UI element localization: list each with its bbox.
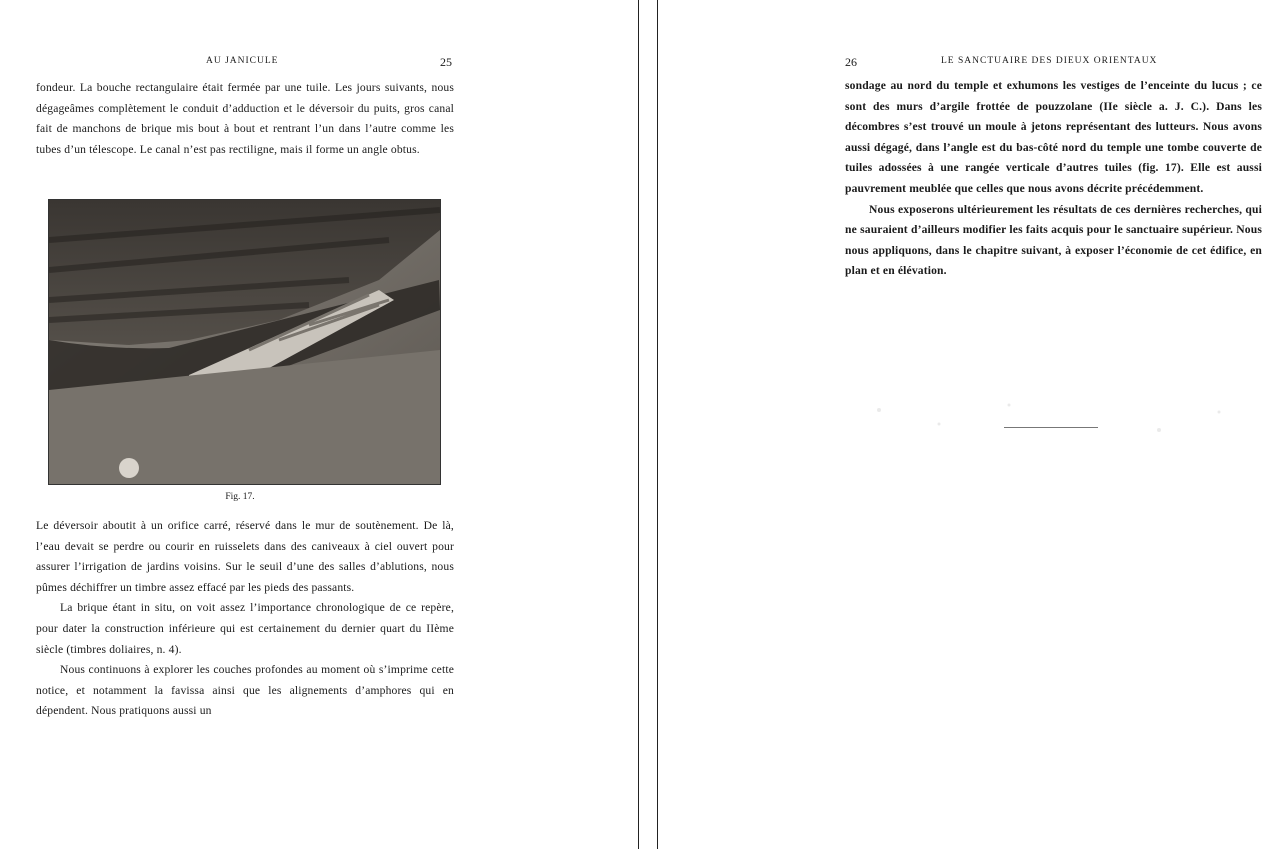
paragraph: La brique étant in situ, on voit assez l’importance chronologique de ce repère, pour dater la construction inférieure qui est certainement du dernier quart du IIème siècle (timbres doliaires, n. 4). (36, 601, 454, 656)
page-edge-line (638, 0, 639, 849)
print-speckle (859, 390, 1259, 450)
figure-caption: Fig. 17. (225, 492, 255, 502)
left-top-text (36, 78, 454, 160)
right-running-head: LE SANCTUAIRE DES DIEUX ORIENTAUX (941, 56, 1158, 66)
right-text (845, 76, 1262, 282)
excavation-photo (48, 199, 441, 485)
right-page (659, 0, 1271, 849)
paragraph: Le déversoir aboutit à un orifice carré, réservé dans le mur de soutènement. De là, l’eau devait se perdre ou courir en ruisselets dans des caniveaux à ciel ouvert pour assurer l’irrigation de jardins voisins. Sur le seuil d’une des salles d’ablutions, nous pûmes déchiffrer un timbre assez effacé par les pieds des passants. (36, 519, 454, 594)
right-page-number: 26 (845, 55, 857, 69)
paragraph: fondeur. La bouche rectangulaire était fermée par une tuile. Les jours suivants, nous dégageâmes complètement le conduit d’adduction et le déversoir du puits, gros canal fait de manchons de brique mis bout à bout et rentrant l’un dans l’autre comme les tubes d’un télescope. Le canal n’est pas rectiligne, mais il forme un angle obtus. (36, 81, 454, 156)
paragraph: sondage au nord du temple et exhumons les vestiges de l’enceinte du lucus ; ce sont des murs d’argile frottée de pouzzolane (IIe siècle a. J. C.). Dans les décombres s’est trouvé un moule à jetons représentant des lutteurs. Nous avons aussi dégagé, dans l’angle est du bas-côté nord du temple une tombe couverte de tuiles adossées à une rangée verticale d’autres tuiles (fig. 17). Elle est aussi pauvrement meublée que celles que nous avons décrite précédemment. (845, 79, 1262, 195)
page-edge-line (657, 0, 658, 849)
left-bottom-text (36, 516, 454, 722)
left-running-head: AU JANICULE (206, 56, 279, 66)
paragraph: Nous exposerons ultérieurement les résultats de ces dernières recherches, qui ne sauraient d’ailleurs modifier les faits acquis pour le sanctuaire supérieur. Nous nous appliquons, dans le chapitre suivant, à exposer l’économie de cet édifice, en plan et en élévation. (845, 202, 1262, 278)
left-page-number: 25 (440, 55, 452, 69)
paragraph: Nous continuons à explorer les couches profondes au moment où s’imprime cette notice, et notamment la favissa ainsi que les alignements d’amphores qui en dépendent. Nous pratiquons aussi un (36, 663, 454, 718)
